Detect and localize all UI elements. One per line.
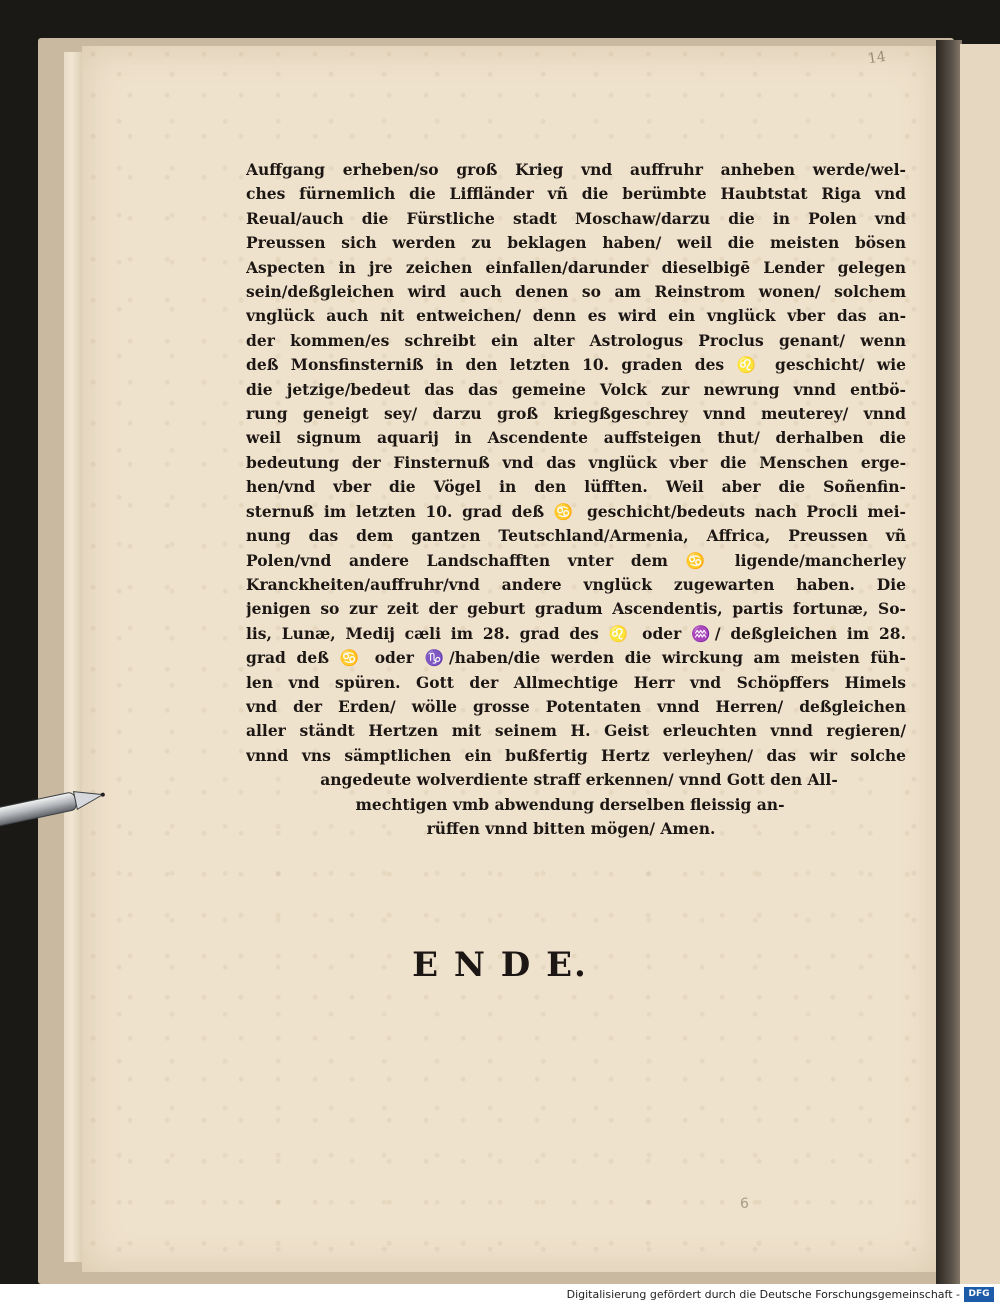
closing-ende: E N D E.: [412, 945, 588, 985]
text-line: rung geneigt sey/ darzu groß kriegßgeschrey vnnd meuterey/ vnnd: [246, 404, 906, 424]
text-line: Polen/vnd andere Landschafften vnter dem ♋ ligende/mancherley: [246, 550, 906, 570]
text-line: nung das dem gantzen Teutschland/Armenia, Affrica, Preussen vñ: [246, 526, 906, 546]
book-gutter: [936, 40, 962, 1284]
text-line: lis, Lunæ, Medij cæli im 28. grad des ♌ oder ♒/ deßgleichen im 28.: [246, 623, 906, 643]
corner-page-number: 14: [866, 48, 887, 68]
text-line: grad deß ♋ oder ♑/haben/die werden die wirckung am meisten füh-: [246, 648, 906, 668]
page-edge-stack: [64, 52, 84, 1262]
text-line: Auffgang erheben/so groß Krieg vnd auffruhr anheben werde/wel-: [246, 160, 906, 179]
text-line: rüffen vnnd bitten mögen/ Amen.: [426, 818, 716, 838]
text-line: mechtigen vmb abwendung derselben fleissig an-: [355, 794, 785, 814]
text-line: bedeutung der Finsternuß vnd das vnglück vber die Menschen erge-: [246, 452, 906, 472]
text-line: hen/vnd vber die Vögel in den lüfften. Weil aber die Soñenfin-: [246, 477, 906, 497]
facing-page-edge: [960, 44, 1000, 1284]
dfg-logo: DFG: [964, 1287, 994, 1302]
text-line: Preussen sich werden zu beklagen haben/ weil die meisten bösen: [246, 233, 906, 253]
footer-credit: Digitalisierung gefördert durch die Deutsche Forschungsgemeinschaft -: [566, 1288, 960, 1301]
text-line: Aspecten in jre zeichen einfallen/darunder dieselbigē Lender gelegen: [246, 257, 906, 277]
text-line: Reual/auch die Fürstliche stadt Moschaw/darzu die in Polen vnd: [246, 208, 906, 228]
text-line: deß Monsfinsterniß in den letzten 10. graden des ♌ geschicht/ wie: [246, 355, 906, 375]
text-line: angedeute wolverdiente straff erkennen/ vnnd Gott den All-: [320, 770, 838, 790]
text-line: vnnd vns sämptlichen ein bußfertig Hertz verleyhen/ das wir solche: [246, 745, 906, 765]
printed-text-block: [246, 158, 906, 841]
footer-bar: [0, 1284, 1000, 1306]
text-line: weil signum aquarij in Ascendente auffsteigen thut/ derhalben die: [246, 428, 906, 448]
text-line: vnglück auch nit entweichen/ denn es wird ein vnglück vber das an-: [246, 306, 906, 326]
text-line: der kommen/es schreibt ein alter Astrologus Proclus genant/ wenn: [246, 330, 906, 350]
text-line: aller ständt Hertzen mit seinem H. Geist erleuchten vnnd regieren/: [246, 721, 906, 741]
text-line: die jetzige/bedeut das das gemeine Volck zur newrung vnnd entbö-: [246, 379, 906, 399]
text-line: Kranckheiten/auffruhr/vnd andere vnglück zugewarten haben. Die: [246, 574, 906, 594]
pencil-page-number: 6: [740, 1196, 749, 1212]
text-line: sternuß im letzten 10. grad deß ♋ geschicht/bedeuts nach Procli mei-: [246, 501, 906, 521]
text-line: len vnd spüren. Gott der Allmechtige Herr vnd Schöpffers Himels: [246, 672, 906, 692]
text-line: vnd der Erden/ wölle grosse Potentaten vnnd Herren/ deßgleichen: [246, 696, 906, 716]
text-line: sein/deßgleichen wird auch denen so am Reinstrom wonen/ solchem: [246, 282, 906, 302]
text-line: ches fürnemlich die Liffländer vñ die berümbte Haubtstat Riga vnd: [246, 184, 906, 204]
text-line: jenigen so zur zeit der geburt gradum Ascendentis, partis fortunæ, So-: [246, 599, 906, 619]
